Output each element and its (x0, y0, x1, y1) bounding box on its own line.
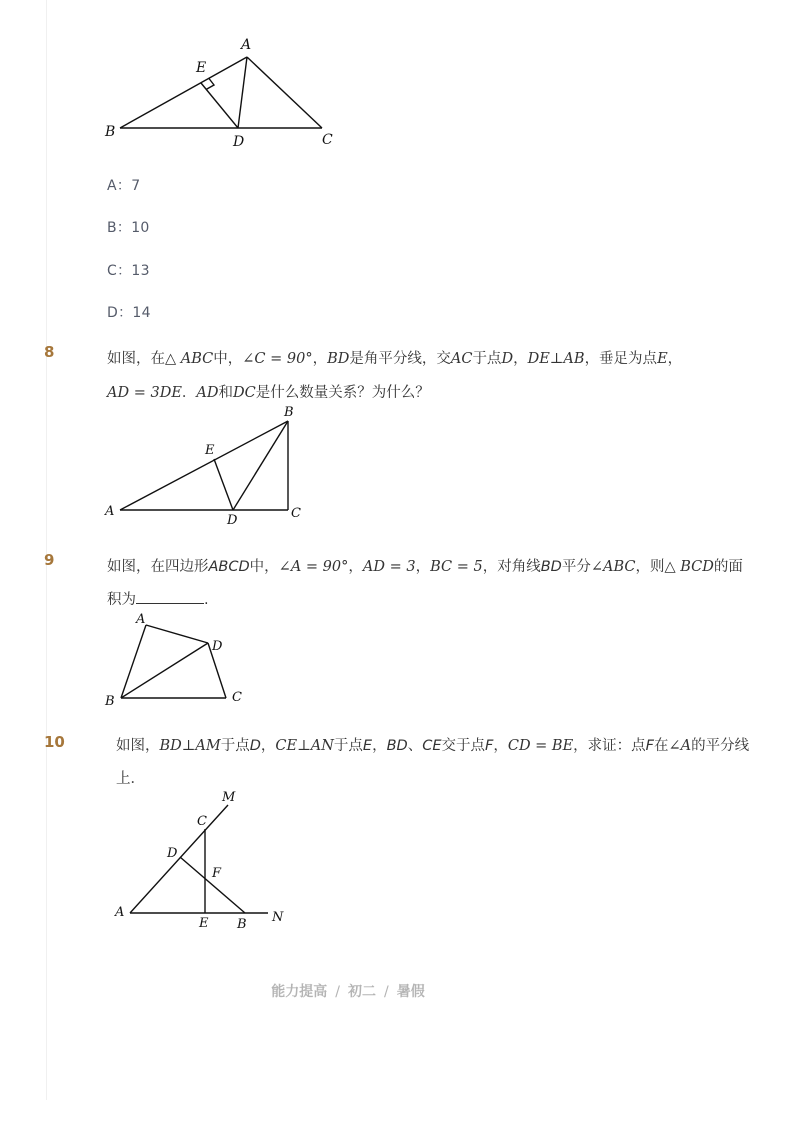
page-footer (0, 981, 696, 1001)
q10-label-n: N (272, 910, 284, 925)
option-separator: ： (116, 178, 132, 194)
q7-segment-ad (238, 57, 247, 128)
q10-label-f: F (212, 866, 222, 881)
q9-label-c: C (232, 690, 242, 705)
q10-ray-am (130, 805, 228, 913)
q10-label-m: M (222, 790, 236, 805)
q8-label-a: A (105, 504, 115, 519)
q7-figure (100, 30, 350, 155)
q9-label-a: A (136, 612, 146, 627)
option-value: 7 (131, 178, 141, 194)
q8-segment-ed (214, 459, 233, 510)
q7-label-a: A (241, 37, 252, 53)
q7-label-c: C (322, 132, 333, 148)
q9-figure (100, 608, 260, 713)
option-separator: ： (116, 220, 132, 236)
q7-label-d: D (233, 134, 245, 150)
q10-label-e: E (199, 916, 209, 931)
q9-text-line-1: 如图，在四边形ABCD中，∠A = 90°，AD = 3，BC = 5，对角线BD平分∠ABC，则△ BCD的面 (107, 559, 743, 575)
q7-label-b: B (105, 124, 116, 140)
q8-number: 8 (44, 343, 55, 361)
q7-right-angle-mark (206, 79, 214, 90)
q8-segment-ab (120, 421, 288, 510)
q9-segment-ab (121, 625, 146, 698)
q10-label-c: C (197, 814, 207, 829)
q10-figure (105, 785, 295, 935)
page-margin-line (46, 0, 47, 1100)
footer-course: 能力提高 (271, 984, 328, 1000)
q8-label-e: E (205, 443, 215, 458)
option-value: 13 (131, 263, 150, 279)
q9-segment-bd (121, 643, 208, 698)
footer-term: 暑假 (396, 984, 425, 1000)
q10-text-line-1: 如图，BD⊥AM于点D，CE⊥AN于点E，BD、CE交于点F，CD = BE，求证：点F在∠A的平分线 (116, 738, 750, 754)
q8-text-line-1: 如图，在△ ABC中，∠C = 90°，BD是角平分线，交AC于点D，DE⊥AB，垂足为点E， (107, 351, 683, 367)
q7-segment-ba (120, 57, 247, 128)
option-key: B (107, 220, 117, 236)
footer-separator: / (384, 984, 389, 1000)
footer-grade: 初二 (348, 984, 376, 1000)
q9-text-line-2: 积为 . (107, 592, 209, 608)
option-key: D (107, 305, 119, 321)
q8-label-c: C (291, 506, 301, 521)
q8-text-line-2: AD = 3DE．AD和DC是什么数量关系？为什么？ (107, 385, 430, 401)
option-value: 14 (132, 305, 151, 321)
q9-label-b: B (105, 694, 115, 709)
q8-label-d: D (227, 513, 238, 528)
option-separator: ： (117, 263, 132, 279)
q7-label-e: E (196, 60, 207, 76)
q10-label-d: D (167, 846, 178, 861)
answer-blank[interactable] (136, 591, 204, 604)
q7-segment-ac (247, 57, 322, 128)
q7-option-d[interactable] (107, 302, 151, 322)
q9-number: 9 (44, 551, 55, 569)
option-separator: ： (118, 305, 133, 321)
q9-segment-ad (146, 625, 208, 643)
q8-figure (100, 400, 310, 530)
option-value: 10 (131, 220, 150, 236)
q8-label-b: B (284, 405, 294, 420)
footer-separator: / (335, 984, 340, 1000)
q8-segment-bd (233, 421, 288, 510)
q7-option-b[interactable] (107, 217, 150, 237)
q10-angle-diagram (105, 785, 295, 935)
q7-option-c[interactable] (107, 260, 150, 280)
option-key: A (107, 178, 117, 194)
q9-quadrilateral-diagram (100, 608, 260, 713)
option-key: C (107, 263, 118, 279)
q7-option-a[interactable] (107, 175, 140, 195)
q7-triangle-diagram (100, 30, 350, 155)
q10-label-a: A (115, 905, 125, 920)
q8-triangle-diagram (100, 400, 310, 530)
q10-label-b: B (237, 917, 247, 932)
q10-number: 10 (44, 733, 65, 751)
q10-text-line-2: 上． (116, 771, 145, 787)
q9-label-d: D (212, 639, 223, 654)
